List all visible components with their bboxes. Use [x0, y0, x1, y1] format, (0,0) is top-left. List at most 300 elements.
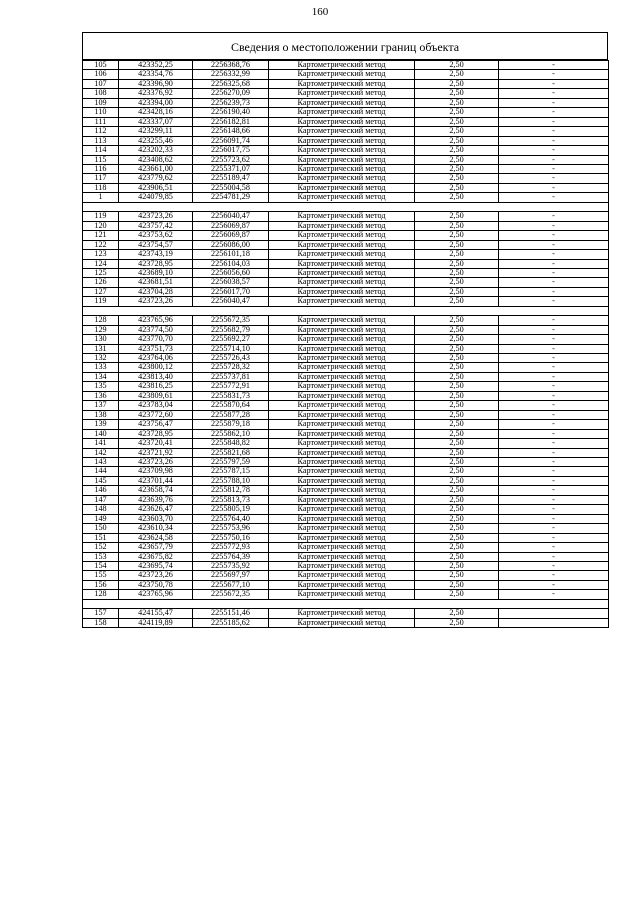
method-cell: Картометрический метод: [269, 391, 415, 400]
y-coordinate-cell: 2255151,46: [193, 609, 269, 618]
accuracy-cell: 2,50: [415, 401, 499, 410]
accuracy-cell: 2,50: [415, 221, 499, 230]
note-cell: -: [499, 174, 609, 183]
method-cell: Картометрический метод: [269, 401, 415, 410]
x-coordinate-cell: 423299,11: [119, 127, 193, 136]
x-coordinate-cell: 423723,26: [119, 212, 193, 221]
table-row: [83, 79, 609, 88]
point-number-cell: 147: [83, 495, 119, 504]
y-coordinate-cell: 2255813,73: [193, 495, 269, 504]
y-coordinate-cell: 2256017,70: [193, 287, 269, 296]
point-number-cell: 107: [83, 79, 119, 88]
x-coordinate-cell: 423772,60: [119, 410, 193, 419]
y-coordinate-cell: 2256091,74: [193, 136, 269, 145]
note-cell: -: [499, 467, 609, 476]
point-number-cell: 136: [83, 391, 119, 400]
y-coordinate-cell: 2255764,40: [193, 514, 269, 523]
point-number-cell: 127: [83, 287, 119, 296]
table-row: [83, 193, 609, 202]
table-row: [83, 618, 609, 627]
point-number-cell: 142: [83, 448, 119, 457]
table-row: [83, 297, 609, 306]
note-cell: -: [499, 268, 609, 277]
x-coordinate-cell: 423756,47: [119, 420, 193, 429]
method-cell: Картометрический метод: [269, 174, 415, 183]
x-coordinate-cell: 423754,57: [119, 240, 193, 249]
note-cell: -: [499, 155, 609, 164]
note-cell: -: [499, 561, 609, 570]
y-coordinate-cell: 2255787,15: [193, 467, 269, 476]
y-coordinate-cell: 2255848,82: [193, 439, 269, 448]
y-coordinate-cell: 2256038,57: [193, 278, 269, 287]
x-coordinate-cell: 423352,25: [119, 61, 193, 70]
y-coordinate-cell: 2256325,68: [193, 79, 269, 88]
table-row: [83, 70, 609, 79]
method-cell: Картометрический метод: [269, 467, 415, 476]
method-cell: Картометрический метод: [269, 514, 415, 523]
point-number-cell: 108: [83, 89, 119, 98]
point-number-cell: 118: [83, 183, 119, 192]
coordinates-table: [82, 60, 609, 628]
table-row: [83, 221, 609, 230]
point-number-cell: 158: [83, 618, 119, 627]
y-coordinate-cell: 2255750,16: [193, 533, 269, 542]
y-coordinate-cell: 2256104,03: [193, 259, 269, 268]
method-cell: Картометрический метод: [269, 155, 415, 164]
accuracy-cell: 2,50: [415, 363, 499, 372]
point-number-cell: 113: [83, 136, 119, 145]
table-row: [83, 98, 609, 107]
table-row: [83, 268, 609, 277]
table-row: [83, 108, 609, 117]
x-coordinate-cell: 423704,28: [119, 287, 193, 296]
y-coordinate-cell: 2255723,62: [193, 155, 269, 164]
note-cell: -: [499, 183, 609, 192]
accuracy-cell: 2,50: [415, 259, 499, 268]
table-row: [83, 524, 609, 533]
method-cell: Картометрический метод: [269, 533, 415, 542]
accuracy-cell: 2,50: [415, 552, 499, 561]
accuracy-cell: 2,50: [415, 278, 499, 287]
table-row: [83, 287, 609, 296]
method-cell: Картометрический метод: [269, 287, 415, 296]
accuracy-cell: 2,50: [415, 136, 499, 145]
point-number-cell: 119: [83, 297, 119, 306]
x-coordinate-cell: 423354,76: [119, 70, 193, 79]
note-cell: -: [499, 146, 609, 155]
note-cell: -: [499, 524, 609, 533]
accuracy-cell: 2,50: [415, 250, 499, 259]
method-cell: Картометрический метод: [269, 561, 415, 570]
x-coordinate-cell: 424119,89: [119, 618, 193, 627]
accuracy-cell: 2,50: [415, 467, 499, 476]
table-row: [83, 486, 609, 495]
method-cell: Картометрический метод: [269, 98, 415, 107]
note-cell: -: [499, 70, 609, 79]
y-coordinate-cell: 2256332,99: [193, 70, 269, 79]
accuracy-cell: 2,50: [415, 212, 499, 221]
accuracy-cell: 2,50: [415, 316, 499, 325]
note-cell: -: [499, 98, 609, 107]
y-coordinate-cell: 2256368,76: [193, 61, 269, 70]
note-cell: -: [499, 344, 609, 353]
point-number-cell: 109: [83, 98, 119, 107]
table-row: [83, 354, 609, 363]
note-cell: -: [499, 354, 609, 363]
point-number-cell: 137: [83, 401, 119, 410]
y-coordinate-cell: 2256270,09: [193, 89, 269, 98]
accuracy-cell: 2,50: [415, 590, 499, 599]
point-number-cell: 117: [83, 174, 119, 183]
method-cell: Картометрический метод: [269, 61, 415, 70]
x-coordinate-cell: 423661,00: [119, 164, 193, 173]
point-number-cell: 128: [83, 590, 119, 599]
y-coordinate-cell: 2256086,00: [193, 240, 269, 249]
point-number-cell: 112: [83, 127, 119, 136]
y-coordinate-cell: 2255735,92: [193, 561, 269, 570]
note-cell: -: [499, 429, 609, 438]
note-cell: -: [499, 571, 609, 580]
accuracy-cell: 2,50: [415, 524, 499, 533]
table-row: [83, 439, 609, 448]
point-number-cell: 111: [83, 117, 119, 126]
x-coordinate-cell: 423639,76: [119, 495, 193, 504]
y-coordinate-cell: 2255677,10: [193, 580, 269, 589]
table-title: Сведения о местоположении границ объекта: [82, 32, 608, 60]
table-row: [83, 401, 609, 410]
point-number-cell: 146: [83, 486, 119, 495]
note-cell: -: [499, 297, 609, 306]
x-coordinate-cell: 423396,90: [119, 79, 193, 88]
y-coordinate-cell: 2255870,64: [193, 401, 269, 410]
accuracy-cell: 2,50: [415, 335, 499, 344]
accuracy-cell: 2,50: [415, 505, 499, 514]
table-row: [83, 590, 609, 599]
accuracy-cell: 2,50: [415, 155, 499, 164]
note-cell: -: [499, 231, 609, 240]
point-number-cell: 131: [83, 344, 119, 353]
x-coordinate-cell: 423906,51: [119, 183, 193, 192]
y-coordinate-cell: 2255862,10: [193, 429, 269, 438]
coordinates-document: [82, 32, 608, 628]
method-cell: Картометрический метод: [269, 108, 415, 117]
y-coordinate-cell: 2256040,47: [193, 297, 269, 306]
point-number-cell: 114: [83, 146, 119, 155]
method-cell: Картометрический метод: [269, 571, 415, 580]
method-cell: Картометрический метод: [269, 590, 415, 599]
method-cell: Картометрический метод: [269, 495, 415, 504]
y-coordinate-cell: 2255772,91: [193, 382, 269, 391]
accuracy-cell: 2,50: [415, 495, 499, 504]
point-number-cell: 122: [83, 240, 119, 249]
method-cell: Картометрический метод: [269, 231, 415, 240]
table-row: [83, 250, 609, 259]
method-cell: Картометрический метод: [269, 240, 415, 249]
method-cell: Картометрический метод: [269, 439, 415, 448]
note-cell: -: [499, 108, 609, 117]
point-number-cell: 130: [83, 335, 119, 344]
point-number-cell: 156: [83, 580, 119, 589]
table-row: [83, 476, 609, 485]
method-cell: Картометрический метод: [269, 580, 415, 589]
note-cell: -: [499, 89, 609, 98]
method-cell: Картометрический метод: [269, 136, 415, 145]
point-number-cell: 145: [83, 476, 119, 485]
note-cell: -: [499, 439, 609, 448]
table-row: [83, 174, 609, 183]
accuracy-cell: 2,50: [415, 533, 499, 542]
accuracy-cell: 2,50: [415, 410, 499, 419]
note-cell: -: [499, 79, 609, 88]
note-cell: -: [499, 382, 609, 391]
method-cell: Картометрический метод: [269, 524, 415, 533]
x-coordinate-cell: 423809,61: [119, 391, 193, 400]
table-row: [83, 382, 609, 391]
table-row: [83, 543, 609, 552]
y-coordinate-cell: 2255714,10: [193, 344, 269, 353]
accuracy-cell: 2,50: [415, 268, 499, 277]
table-row: [83, 580, 609, 589]
table-row: [83, 240, 609, 249]
y-coordinate-cell: 2255728,32: [193, 363, 269, 372]
table-row: [83, 410, 609, 419]
y-coordinate-cell: 2255726,43: [193, 354, 269, 363]
x-coordinate-cell: 423658,74: [119, 486, 193, 495]
note-cell: -: [499, 495, 609, 504]
accuracy-cell: 2,50: [415, 98, 499, 107]
x-coordinate-cell: 423695,74: [119, 561, 193, 570]
point-number-cell: 126: [83, 278, 119, 287]
point-number-cell: 141: [83, 439, 119, 448]
x-coordinate-cell: 423728,95: [119, 259, 193, 268]
point-number-cell: 155: [83, 571, 119, 580]
accuracy-cell: 2,50: [415, 429, 499, 438]
method-cell: Картометрический метод: [269, 382, 415, 391]
x-coordinate-cell: 423816,25: [119, 382, 193, 391]
accuracy-cell: 2,50: [415, 287, 499, 296]
separator-cell: [83, 306, 609, 315]
x-coordinate-cell: 423603,70: [119, 514, 193, 523]
table-row: [83, 458, 609, 467]
y-coordinate-cell: 2256148,66: [193, 127, 269, 136]
accuracy-cell: 2,50: [415, 70, 499, 79]
note-cell: -: [499, 410, 609, 419]
group-separator-row: [83, 306, 609, 315]
x-coordinate-cell: 423765,96: [119, 316, 193, 325]
method-cell: Картометрический метод: [269, 250, 415, 259]
note-cell: -: [499, 533, 609, 542]
accuracy-cell: 2,50: [415, 458, 499, 467]
point-number-cell: 134: [83, 372, 119, 381]
method-cell: Картометрический метод: [269, 505, 415, 514]
x-coordinate-cell: 423783,04: [119, 401, 193, 410]
method-cell: Картометрический метод: [269, 363, 415, 372]
note-cell: -: [499, 325, 609, 334]
method-cell: Картометрический метод: [269, 476, 415, 485]
accuracy-cell: 2,50: [415, 514, 499, 523]
method-cell: Картометрический метод: [269, 221, 415, 230]
method-cell: Картометрический метод: [269, 316, 415, 325]
table-row: [83, 552, 609, 561]
accuracy-cell: 2,50: [415, 543, 499, 552]
note-cell: -: [499, 127, 609, 136]
point-number-cell: 153: [83, 552, 119, 561]
note-cell: -: [499, 259, 609, 268]
x-coordinate-cell: 423681,51: [119, 278, 193, 287]
point-number-cell: 132: [83, 354, 119, 363]
point-number-cell: 115: [83, 155, 119, 164]
x-coordinate-cell: 423202,33: [119, 146, 193, 155]
note-cell: -: [499, 580, 609, 589]
note-cell: -: [499, 212, 609, 221]
y-coordinate-cell: 2255821,68: [193, 448, 269, 457]
point-number-cell: 150: [83, 524, 119, 533]
note-cell: [499, 609, 609, 618]
x-coordinate-cell: 423376,92: [119, 89, 193, 98]
x-coordinate-cell: 423779,62: [119, 174, 193, 183]
accuracy-cell: 2,50: [415, 108, 499, 117]
y-coordinate-cell: 2255371,07: [193, 164, 269, 173]
point-number-cell: 140: [83, 429, 119, 438]
method-cell: Картометрический метод: [269, 193, 415, 202]
table-row: [83, 514, 609, 523]
x-coordinate-cell: 423689,10: [119, 268, 193, 277]
accuracy-cell: 2,50: [415, 297, 499, 306]
accuracy-cell: 2,50: [415, 240, 499, 249]
accuracy-cell: 2,50: [415, 561, 499, 570]
method-cell: Картометрический метод: [269, 429, 415, 438]
x-coordinate-cell: 423743,19: [119, 250, 193, 259]
accuracy-cell: 2,50: [415, 344, 499, 353]
x-coordinate-cell: 423813,40: [119, 372, 193, 381]
method-cell: Картометрический метод: [269, 89, 415, 98]
accuracy-cell: 2,50: [415, 580, 499, 589]
y-coordinate-cell: 2255788,10: [193, 476, 269, 485]
accuracy-cell: 2,50: [415, 391, 499, 400]
y-coordinate-cell: 2255753,96: [193, 524, 269, 533]
accuracy-cell: 2,50: [415, 183, 499, 192]
table-row: [83, 372, 609, 381]
x-coordinate-cell: 423408,62: [119, 155, 193, 164]
x-coordinate-cell: 424079,85: [119, 193, 193, 202]
method-cell: Картометрический метод: [269, 486, 415, 495]
method-cell: Картометрический метод: [269, 335, 415, 344]
y-coordinate-cell: 2255764,39: [193, 552, 269, 561]
method-cell: Картометрический метод: [269, 448, 415, 457]
y-coordinate-cell: 2256017,75: [193, 146, 269, 155]
y-coordinate-cell: 2255877,28: [193, 410, 269, 419]
x-coordinate-cell: 423751,73: [119, 344, 193, 353]
table-row: [83, 609, 609, 618]
x-coordinate-cell: 423723,26: [119, 297, 193, 306]
method-cell: Картометрический метод: [269, 543, 415, 552]
point-number-cell: 143: [83, 458, 119, 467]
point-number-cell: 129: [83, 325, 119, 334]
separator-cell: [83, 599, 609, 608]
method-cell: Картометрический метод: [269, 297, 415, 306]
point-number-cell: 1: [83, 193, 119, 202]
table-row: [83, 429, 609, 438]
point-number-cell: 116: [83, 164, 119, 173]
accuracy-cell: 2,50: [415, 325, 499, 334]
point-number-cell: 128: [83, 316, 119, 325]
y-coordinate-cell: 2254781,29: [193, 193, 269, 202]
x-coordinate-cell: 423764,06: [119, 354, 193, 363]
x-coordinate-cell: 423723,26: [119, 571, 193, 580]
method-cell: Картометрический метод: [269, 354, 415, 363]
point-number-cell: 125: [83, 268, 119, 277]
x-coordinate-cell: 423709,98: [119, 467, 193, 476]
note-cell: -: [499, 61, 609, 70]
point-number-cell: 152: [83, 543, 119, 552]
x-coordinate-cell: 423394,00: [119, 98, 193, 107]
table-row: [83, 391, 609, 400]
y-coordinate-cell: 2255189,47: [193, 174, 269, 183]
x-coordinate-cell: 423701,44: [119, 476, 193, 485]
point-number-cell: 139: [83, 420, 119, 429]
y-coordinate-cell: 2256182,81: [193, 117, 269, 126]
note-cell: -: [499, 193, 609, 202]
group-separator-row: [83, 202, 609, 211]
note-cell: -: [499, 287, 609, 296]
y-coordinate-cell: 2255805,19: [193, 505, 269, 514]
x-coordinate-cell: 423723,26: [119, 458, 193, 467]
table-row: [83, 467, 609, 476]
note-cell: -: [499, 278, 609, 287]
table-row: [83, 89, 609, 98]
page-number: 160: [311, 6, 329, 18]
point-number-cell: 119: [83, 212, 119, 221]
method-cell: Картометрический метод: [269, 79, 415, 88]
table-row: [83, 363, 609, 372]
note-cell: -: [499, 448, 609, 457]
point-number-cell: 121: [83, 231, 119, 240]
y-coordinate-cell: 2256239,73: [193, 98, 269, 107]
x-coordinate-cell: 423337,07: [119, 117, 193, 126]
method-cell: Картометрический метод: [269, 183, 415, 192]
note-cell: -: [499, 391, 609, 400]
point-number-cell: 157: [83, 609, 119, 618]
y-coordinate-cell: 2255672,35: [193, 316, 269, 325]
accuracy-cell: 2,50: [415, 448, 499, 457]
y-coordinate-cell: 2255772,93: [193, 543, 269, 552]
y-coordinate-cell: 2255879,18: [193, 420, 269, 429]
note-cell: -: [499, 458, 609, 467]
point-number-cell: 110: [83, 108, 119, 117]
note-cell: -: [499, 250, 609, 259]
table-row: [83, 325, 609, 334]
x-coordinate-cell: 423757,42: [119, 221, 193, 230]
note-cell: -: [499, 552, 609, 561]
note-cell: [499, 618, 609, 627]
y-coordinate-cell: 2255672,35: [193, 590, 269, 599]
method-cell: Картометрический метод: [269, 146, 415, 155]
accuracy-cell: 2,50: [415, 476, 499, 485]
accuracy-cell: 2,50: [415, 382, 499, 391]
table-row: [83, 183, 609, 192]
accuracy-cell: 2,50: [415, 609, 499, 618]
table-row: [83, 420, 609, 429]
accuracy-cell: 2,50: [415, 486, 499, 495]
table-row: [83, 164, 609, 173]
accuracy-cell: 2,50: [415, 439, 499, 448]
y-coordinate-cell: 2255682,79: [193, 325, 269, 334]
point-number-cell: 154: [83, 561, 119, 570]
y-coordinate-cell: 2256056,60: [193, 268, 269, 277]
note-cell: -: [499, 316, 609, 325]
x-coordinate-cell: 423753,62: [119, 231, 193, 240]
method-cell: Картометрический метод: [269, 410, 415, 419]
